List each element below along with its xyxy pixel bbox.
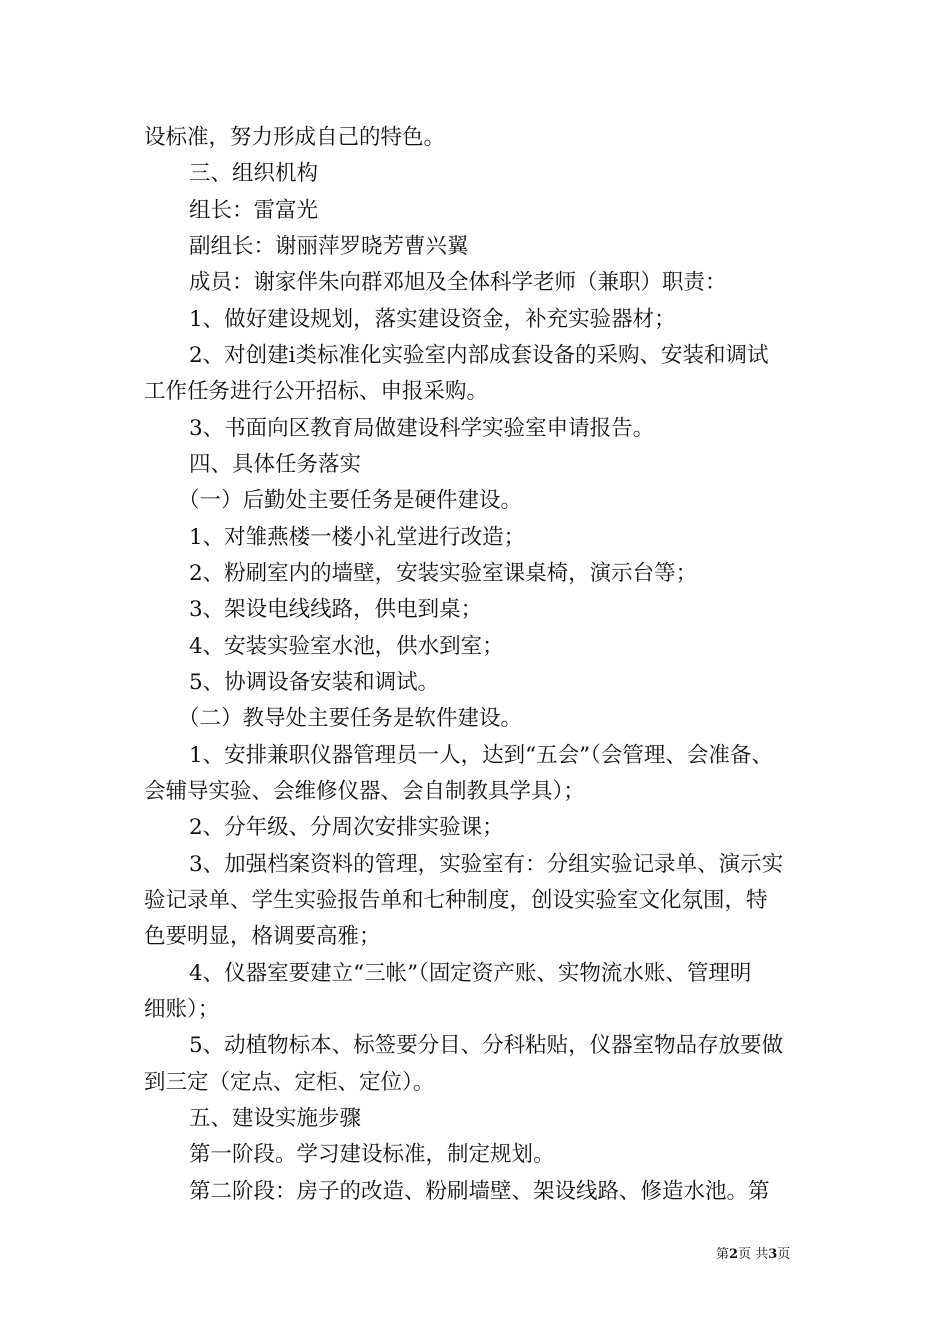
- footer-middle: 页 共: [738, 1247, 769, 1262]
- text-line: 3、架设电线线路，供电到桌；: [189, 597, 483, 622]
- text-line: 3、书面向区教育局做建设科学实验室申请报告。: [189, 416, 655, 441]
- section-heading: 三、组织机构: [189, 161, 319, 186]
- text-line: 2、分年级、分周次安排实验课；: [189, 815, 504, 840]
- text-line: 组长：雷富光: [189, 198, 319, 223]
- subsection-heading: （一）后勤处主要任务是硬件建设。: [178, 488, 523, 513]
- text-line: 副组长：谢丽萍罗晓芳曹兴翼: [189, 234, 469, 259]
- current-page-number: 2: [729, 1247, 739, 1262]
- section-heading: 四、具体任务落实: [189, 452, 362, 477]
- text-line: 第二阶段：房子的改造、粉刷墙壁、架设线路、修造水池。第: [189, 1179, 770, 1204]
- section-heading: 五、建设实施步骤: [189, 1106, 362, 1131]
- text-line: 4、仪器室要建立“三帐”（固定资产账、实物流水账、管理明: [189, 961, 752, 986]
- text-line: 设标准，努力形成自己的特色。: [144, 125, 446, 150]
- text-line: 3、加强档案资料的管理，实验室有：分组实验记录单、演示实: [189, 852, 784, 877]
- text-line: 1、对雏燕楼一楼小礼堂进行改造；: [189, 525, 526, 550]
- text-line: 到三定（定点、定柜、定位）。: [144, 1070, 435, 1095]
- footer-suffix: 页: [777, 1247, 791, 1262]
- text-line: 会辅导实验、会维修仪器、会自制教具学具）；: [144, 779, 585, 804]
- text-line: 细账）；: [144, 997, 220, 1022]
- text-line: 2、对创建ⅰ类标准化实验室内部成套设备的采购、安装和调试: [189, 343, 769, 368]
- text-line: 色要明显，格调要高雅；: [144, 924, 381, 949]
- text-line: 1、做好建设规划，落实建设资金，补充实验器材；: [189, 307, 676, 332]
- subsection-heading: （二）教导处主要任务是软件建设。: [178, 706, 523, 731]
- text-line: 4、安装实验室水池，供水到室；: [189, 634, 504, 659]
- text-line: 第一阶段。学习建设标准，制定规划。: [189, 1142, 555, 1167]
- footer-prefix: 第: [716, 1247, 730, 1262]
- text-line: 成员：谢家伴朱向群邓旭及全体科学老师（兼职）职责：: [189, 270, 727, 295]
- text-line: 验记录单、学生实验报告单和七种制度，创设实验室文化氛围，特: [144, 888, 768, 913]
- page-footer: [716, 1246, 790, 1264]
- total-page-number: 3: [768, 1247, 778, 1262]
- text-line: 2、粉刷室内的墙壁，安装实验室课桌椅，演示台等；: [189, 561, 698, 586]
- text-line: 5、动植物标本、标签要分目、分科粘贴，仪器室物品存放要做: [189, 1033, 784, 1058]
- text-line: 1、安排兼职仪器管理员一人，达到“五会”（会管理、会准备、: [189, 743, 773, 768]
- text-line: 工作任务进行公开招标、申报采购。: [144, 379, 489, 404]
- text-line: 5、协调设备安装和调试。: [189, 670, 440, 695]
